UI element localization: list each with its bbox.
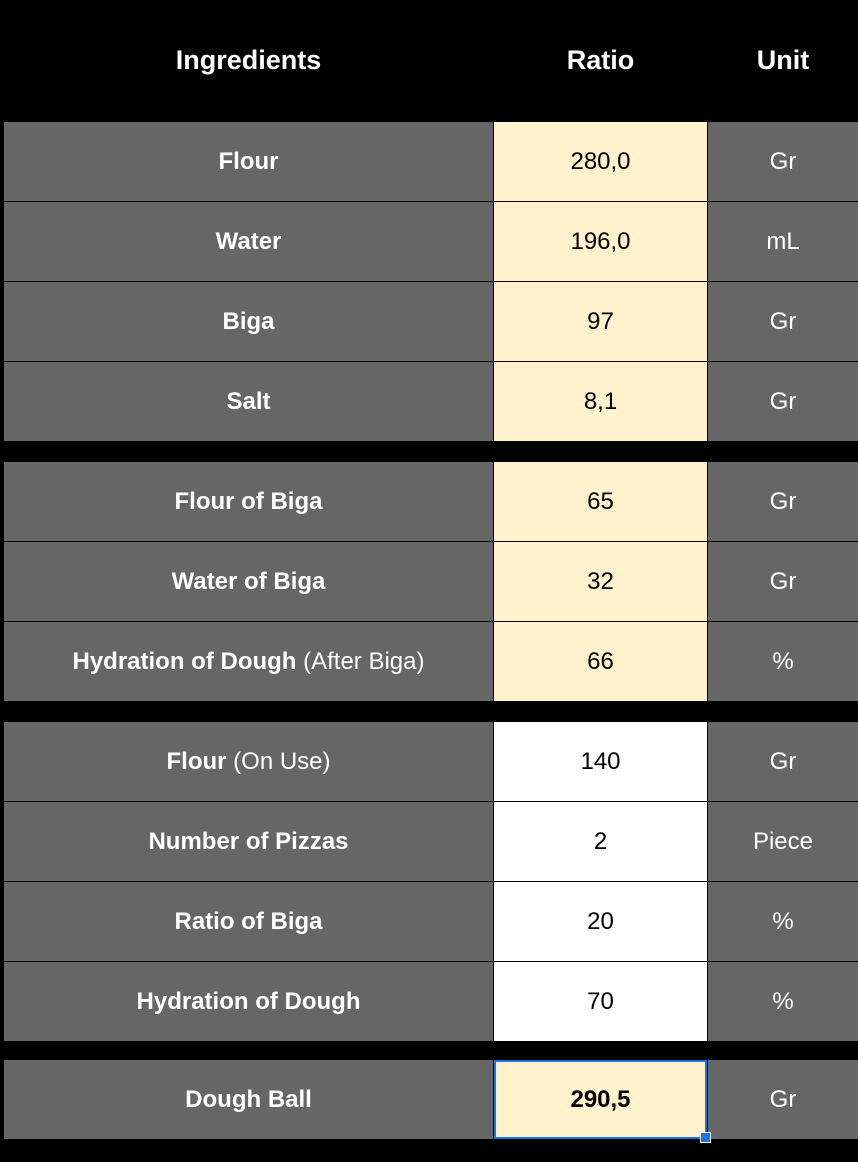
ingredient-label: Flour	[166, 748, 227, 775]
ratio-cell[interactable]: 66	[494, 622, 707, 701]
ratio-cell[interactable]: 32	[494, 542, 707, 621]
ratio-cell[interactable]: 196,0	[494, 202, 707, 281]
ingredient-cell[interactable]	[4, 202, 493, 281]
ingredient-cell[interactable]	[4, 362, 493, 441]
table-row	[4, 882, 858, 961]
unit-cell[interactable]: %	[708, 622, 858, 701]
ingredient-label-note: (After Biga)	[303, 648, 425, 675]
ingredient-label-note: (On Use)	[233, 748, 331, 775]
ratio-cell[interactable]: 8,1	[494, 362, 707, 441]
ratio-cell[interactable]: 280,0	[494, 122, 707, 201]
ingredient-label: Hydration of Dough	[72, 648, 297, 675]
table-row	[4, 282, 858, 361]
table-row	[4, 462, 858, 541]
unit-cell[interactable]: Piece	[708, 802, 858, 881]
ingredient-cell[interactable]	[4, 122, 493, 201]
table-row	[4, 962, 858, 1041]
unit-cell[interactable]: Gr	[708, 282, 858, 361]
header-row	[4, 0, 858, 121]
ingredient-cell[interactable]	[4, 462, 493, 541]
ingredient-label: Ratio of Biga	[174, 908, 323, 935]
ratio-cell[interactable]: 20	[494, 882, 707, 961]
unit-cell[interactable]: Gr	[708, 122, 858, 201]
table-row	[4, 622, 858, 701]
header-ratio[interactable]: Ratio	[566, 45, 635, 75]
selection-fill-handle[interactable]	[700, 1132, 711, 1143]
unit-cell[interactable]: Gr	[708, 542, 858, 621]
unit-cell[interactable]: Gr	[708, 722, 858, 801]
ratio-cell[interactable]: 65	[494, 462, 707, 541]
header-unit[interactable]: Unit	[756, 45, 810, 75]
bottom-border	[4, 1139, 858, 1162]
table-row	[4, 202, 858, 281]
ratio-cell[interactable]: 140	[494, 722, 707, 801]
ingredient-label: Salt	[226, 388, 271, 415]
table-row	[4, 1060, 858, 1139]
table-row	[4, 722, 858, 801]
ingredient-cell[interactable]	[4, 722, 493, 801]
header-ingredients[interactable]: Ingredients	[175, 45, 322, 75]
ingredient-cell[interactable]	[4, 282, 493, 361]
ingredient-cell[interactable]	[4, 1060, 493, 1139]
ratio-cell[interactable]: 70	[494, 962, 707, 1041]
ingredient-cell[interactable]	[4, 962, 493, 1041]
unit-cell[interactable]: %	[708, 882, 858, 961]
ratio-cell[interactable]: 2	[494, 802, 707, 881]
ingredient-cell[interactable]	[4, 622, 493, 701]
ratio-cell[interactable]: 97	[494, 282, 707, 361]
unit-cell[interactable]: Gr	[708, 362, 858, 441]
ingredient-label: Hydration of Dough	[136, 988, 361, 1015]
ingredient-label: Water	[215, 228, 282, 255]
table-row	[4, 362, 858, 441]
ingredient-label: Water of Biga	[171, 568, 326, 595]
ingredient-label: Biga	[222, 308, 275, 335]
table-row	[4, 802, 858, 881]
unit-cell[interactable]: Gr	[708, 1060, 858, 1139]
unit-cell[interactable]: mL	[708, 202, 858, 281]
unit-cell[interactable]: Gr	[708, 462, 858, 541]
table-row	[4, 542, 858, 621]
ingredient-label: Flour of Biga	[174, 488, 323, 515]
ingredient-label: Flour	[218, 148, 279, 175]
ingredient-cell[interactable]	[4, 802, 493, 881]
ingredient-cell[interactable]	[4, 542, 493, 621]
table-row	[4, 122, 858, 201]
ingredient-cell[interactable]	[4, 882, 493, 961]
unit-cell[interactable]: %	[708, 962, 858, 1041]
ingredient-label: Number of Pizzas	[148, 828, 349, 855]
ratio-cell-selected[interactable]: 290,5	[494, 1060, 707, 1139]
ingredient-label: Dough Ball	[185, 1086, 312, 1113]
